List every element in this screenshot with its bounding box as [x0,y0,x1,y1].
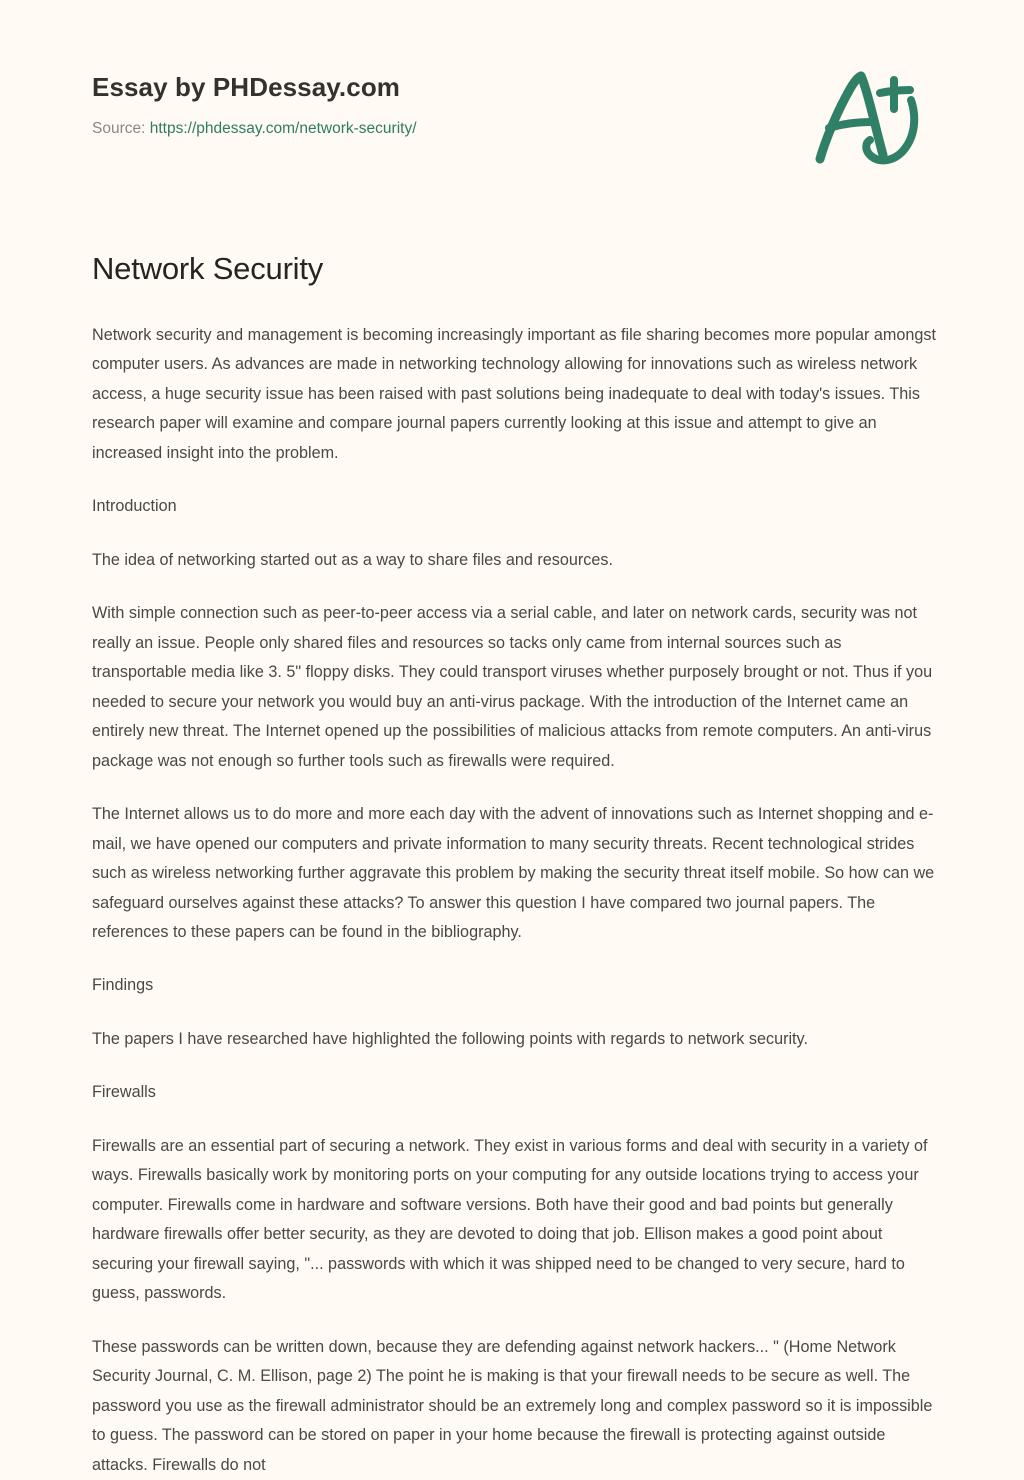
page-title: Network Security [92,251,324,286]
document-header [92,72,932,182]
paragraph: Network security and management is becoming increasingly important as file sharing becomes more popular amongst computer users. As advances are made in networking technology allowing for innovations such as wireless network access, a huge security issue has been raised with past solutions being inadequate to deal with today's issues. This research paper will examine and compare journal papers currently looking at this issue and attempt to give an increased insight into the problem. [92,325,936,462]
source-url-link[interactable]: https://phdessay.com/network-security/ [149,120,417,138]
paragraph: The Internet allows us to do more and more each day with the advent of innovations such as Internet shopping and e-mail, we have opened our computers and private information to many security threats. Recent technological strides such as wireless networking further aggravate this problem by making the security threat itself mobile. So how can we safeguard ourselves against these attacks? To answer this question I have compared two journal papers. The references to these papers can be found in the bibliography. [92,805,935,941]
paragraph: The idea of networking started out as a way to share files and resources. [92,550,613,569]
source-label: Source: [92,120,146,138]
section-heading-introduction: Introduction [92,497,177,516]
paragraph: Firewalls are an essential part of securing a network. They exist in various forms and deal with security in a variety of ways. Firewalls basically work by monitoring ports on your computing for any outside locations trying to access your computer. Firewalls come in hardware and software versions. Both have their good and bad points but generally hardware firewalls offer better security, as they are devoted to doing that job. Ellison makes a good point about securing your firewall saying, "... passwords with which it was shipped need to be changed to very secure, hard to guess, passwords. [92,1136,928,1303]
paragraph: With simple connection such as peer-to-peer access via a serial cable, and later on network cards, security was not really an issue. People only shared files and resources so tacks only came from internal sources such as transportable media like 3. 5" floppy disks. They could transport viruses whether purposely brought or not. Thus if you needed to secure your network you would buy an anti-virus package. With the introduction of the Internet came an entirely new threat. The Internet opened up the possibilities of malicious attacks from remote computers. An anti-virus package was not enough so further tools such as firewalls were required. [92,604,933,770]
section-heading-firewalls: Firewalls [92,1083,156,1102]
a-plus-grade-logo [802,62,932,172]
section-heading-findings: Findings [92,976,154,995]
paragraph: These passwords can be written down, because they are defending against network hackers... " (Home Network Security Journal, C. M. Ellison, page 2) The point he is making is that your firewall needs to be secure as well. The password you use as the firewall administrator should be an extremely long and complex password so it is impossible to guess. The password can be stored on paper in your home because the firewall is protecting against outside attacks. Firewalls do not [92,1337,933,1474]
brand-title: Essay by PHDessay.com [92,72,401,102]
paragraph: The papers I have researched have highlighted the following points with regards to network security. [92,1029,808,1048]
article-body [92,321,938,1480]
